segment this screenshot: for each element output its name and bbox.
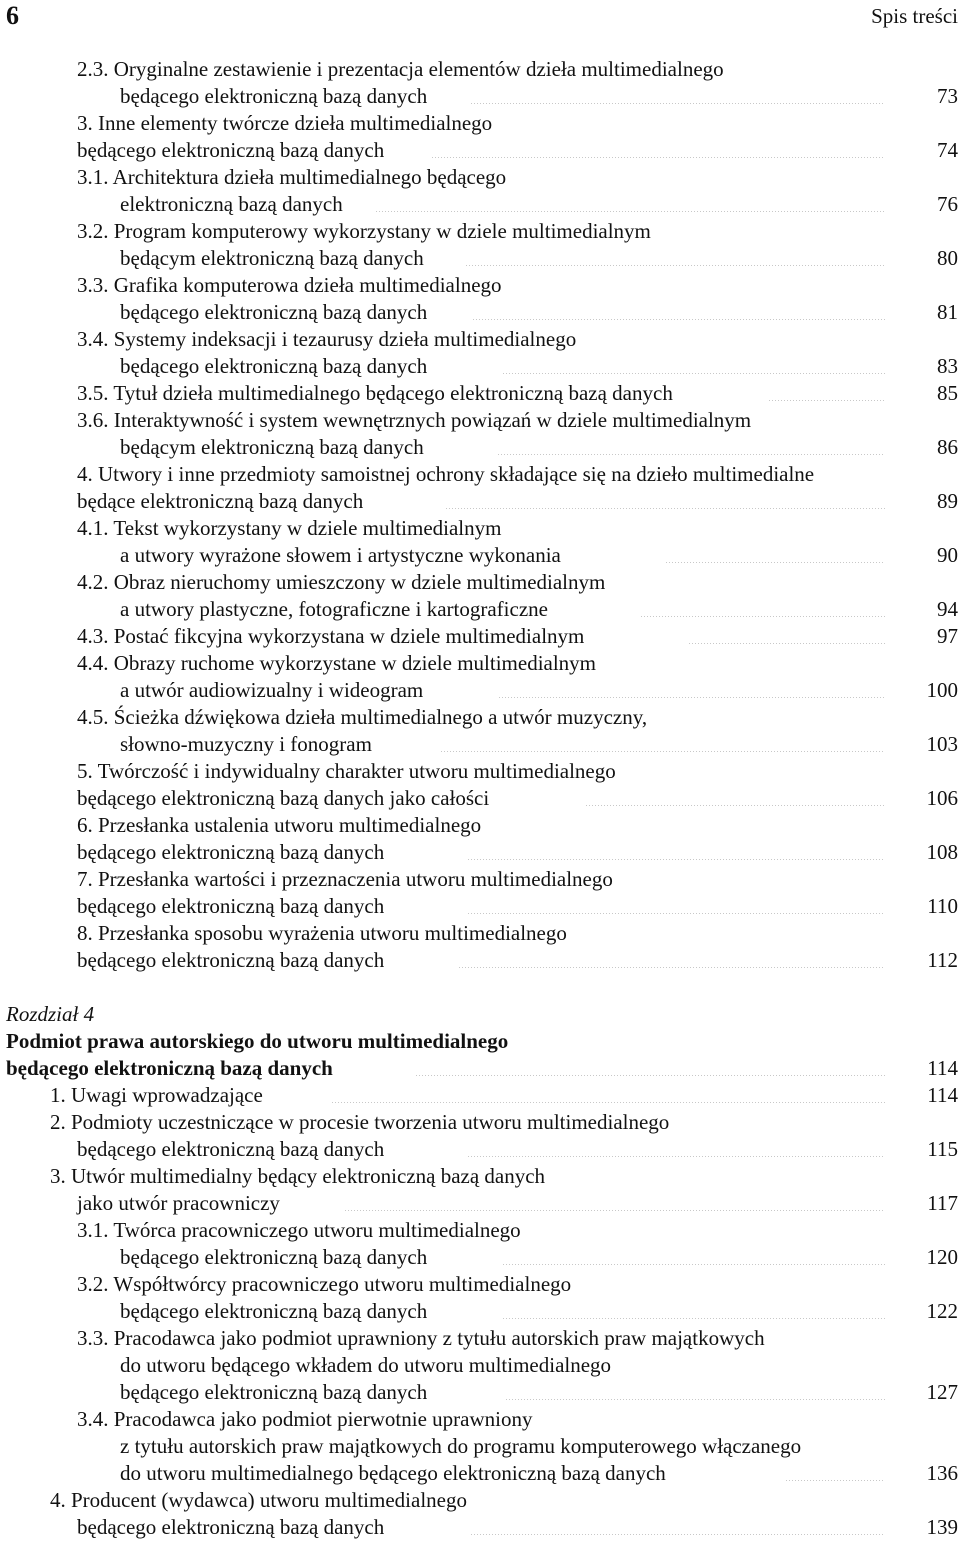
toc-entry-text: będące elektroniczną bazą danych [77, 489, 364, 513]
toc-entry-text: elektroniczną bazą danych [120, 192, 343, 216]
toc-entry-text: będącego elektroniczną bazą danych [120, 1245, 428, 1269]
toc-entry-text: 2. Podmioty uczestniczące w procesie tworzenia utworu multimedialnego [50, 1110, 670, 1134]
toc-entry-text: 6. Przesłanka ustalenia utworu multimedialnego [77, 813, 482, 837]
toc-entry-text: będącego elektroniczną bazą danych [120, 300, 428, 324]
toc-page-number: 94 [937, 597, 958, 621]
toc-entry-text: będącego elektroniczną bazą danych [120, 1299, 428, 1323]
toc-page-number: 117 [927, 1191, 958, 1215]
toc-line [0, 1055, 960, 1082]
toc-line [0, 515, 960, 542]
table-of-contents [0, 56, 960, 1541]
toc-page-number: 103 [926, 732, 958, 756]
toc-entry-text: będącego elektroniczną bazą danych [77, 948, 385, 972]
dot-leader [467, 839, 885, 860]
toc-line [0, 1217, 960, 1244]
dot-leader [785, 1460, 885, 1481]
toc-entry-text: będącego elektroniczną bazą danych jako całości [77, 786, 490, 810]
toc-line [0, 1406, 960, 1433]
toc-page-number: 114 [927, 1083, 958, 1107]
toc-entry-text: będącego elektroniczną bazą danych [120, 84, 428, 108]
toc-entry-text: z tytułu autorskich praw majątkowych do programu komputerowego włączanego [120, 1434, 802, 1458]
dot-leader [472, 299, 885, 320]
toc-line [0, 596, 960, 623]
dot-leader [344, 1190, 885, 1211]
toc-entry-text: 2.3. Oryginalne zestawienie i prezentacja elementów dzieła multimedialnego [77, 57, 724, 81]
toc-entry-text: 3. Utwór multimedialny będący elektroniczną bazą danych [50, 1164, 546, 1188]
dot-leader [467, 1136, 885, 1157]
toc-line [0, 110, 960, 137]
toc-page-number: 136 [926, 1461, 958, 1485]
toc-line [0, 1190, 960, 1217]
toc-line [0, 326, 960, 353]
toc-line [0, 1028, 960, 1055]
toc-line [0, 1460, 960, 1487]
toc-line [0, 677, 960, 704]
toc-page-number: 100 [926, 678, 958, 702]
dot-leader [470, 1514, 885, 1535]
toc-line [0, 245, 960, 272]
toc-line [0, 893, 960, 920]
toc-entry-text: będącym elektroniczną bazą danych [120, 435, 424, 459]
toc-entry-text: będącym elektroniczną bazą danych [120, 246, 424, 270]
dot-leader [585, 785, 885, 806]
toc-page-number: 110 [927, 894, 958, 918]
toc-entry-text: 3.4. Pracodawca jako podmiot pierwotnie uprawniony [77, 1407, 533, 1431]
toc-line [0, 839, 960, 866]
dot-leader [467, 893, 885, 914]
toc-entry-text: będącego elektroniczną bazą danych [77, 1515, 385, 1539]
toc-line [0, 704, 960, 731]
toc-page-number: 83 [937, 354, 958, 378]
toc-page-number: 112 [927, 948, 958, 972]
toc-line [0, 866, 960, 893]
toc-page-number: 122 [926, 1299, 958, 1323]
toc-entry-text: będącego elektroniczną bazą danych [120, 1380, 428, 1404]
dot-leader [465, 245, 885, 266]
toc-page-number: 97 [937, 624, 958, 648]
toc-entry-text: 5. Twórczość i indywidualny charakter utworu multimedialnego [77, 759, 616, 783]
toc-entry-text: do utworu multimedialnego będącego elektroniczną bazą danych [120, 1461, 666, 1485]
toc-line [0, 731, 960, 758]
toc-entry-text: 1. Uwagi wprowadzające [50, 1083, 263, 1107]
dot-leader [640, 596, 885, 617]
dot-leader [498, 677, 885, 698]
dot-leader [502, 1244, 885, 1265]
toc-entry-text: a utwory wyrażone słowem i artystyczne wykonania [120, 543, 561, 567]
toc-page-number: 80 [937, 246, 958, 270]
toc-entry-text: 3.4. Systemy indeksacji i tezaurusy dzieła multimedialnego [77, 327, 577, 351]
toc-entry-text: a utwór audiowizualny i wideogram [120, 678, 424, 702]
dot-leader [470, 83, 885, 104]
dot-leader [497, 434, 885, 455]
dot-leader [431, 137, 885, 158]
toc-line [0, 1433, 960, 1460]
toc-line [0, 407, 960, 434]
toc-entry-text: 3.5. Tytuł dzieła multimedialnego będącego elektroniczną bazą danych [77, 381, 673, 405]
toc-entry-text: 3.1. Twórca pracowniczego utworu multimedialnego [77, 1218, 521, 1242]
toc-line [0, 353, 960, 380]
dot-leader [440, 731, 885, 752]
toc-line [0, 272, 960, 299]
toc-entry-text: 4.1. Tekst wykorzystany w dziele multimedialnym [77, 516, 502, 540]
toc-line [0, 1325, 960, 1352]
toc-line [0, 947, 960, 974]
toc-entry-text: będącego elektroniczną bazą danych [77, 1137, 385, 1161]
toc-page-number: 81 [937, 300, 958, 324]
dot-leader [331, 1082, 885, 1103]
toc-entry-text: będącego elektroniczną bazą danych [6, 1056, 333, 1080]
toc-line [0, 488, 960, 515]
toc-entry-text: będącego elektroniczną bazą danych [77, 840, 385, 864]
dot-leader [502, 353, 885, 374]
toc-line [0, 1379, 960, 1406]
toc-page-number: 108 [926, 840, 958, 864]
toc-page-number: 115 [927, 1137, 958, 1161]
toc-line [0, 164, 960, 191]
dot-leader [502, 1298, 885, 1319]
toc-entry-text: 3.2. Program komputerowy wykorzystany w dziele multimedialnym [77, 219, 651, 243]
toc-line [0, 650, 960, 677]
toc-entry-text: 4. Producent (wydawca) utworu multimedialnego [50, 1488, 467, 1512]
toc-entry-text: słowno-muzyczny i fonogram [120, 732, 372, 756]
toc-entry-text: jako utwór pracowniczy [77, 1191, 280, 1215]
toc-line [0, 1271, 960, 1298]
toc-entry-text: Rozdział 4 [6, 1002, 95, 1026]
toc-line [0, 812, 960, 839]
toc-page-number: 139 [926, 1515, 958, 1539]
toc-line [0, 785, 960, 812]
toc-entry-text: 3.2. Współtwórcy pracowniczego utworu multimedialnego [77, 1272, 572, 1296]
toc-page-number: 106 [926, 786, 958, 810]
toc-entry-text: a utwory plastyczne, fotograficzne i kartograficzne [120, 597, 548, 621]
toc-entry-text: 4.3. Postać fikcyjna wykorzystana w dziele multimedialnym [77, 624, 585, 648]
toc-line [0, 380, 960, 407]
toc-line [0, 56, 960, 83]
toc-entry-text: będącego elektroniczną bazą danych [77, 138, 385, 162]
toc-line [0, 1244, 960, 1271]
toc-page-number: 73 [937, 84, 958, 108]
toc-entry-text: będącego elektroniczną bazą danych [77, 894, 385, 918]
dot-leader [375, 191, 885, 212]
toc-line [0, 920, 960, 947]
toc-line [0, 1352, 960, 1379]
toc-line [0, 299, 960, 326]
toc-line [0, 542, 960, 569]
toc-page-number: 120 [926, 1245, 958, 1269]
toc-line [0, 191, 960, 218]
toc-page-number: 86 [937, 435, 958, 459]
toc-line [0, 1136, 960, 1163]
toc-line [0, 1001, 960, 1028]
toc-entry-text: 4.2. Obraz nieruchomy umieszczony w dziele multimedialnym [77, 570, 606, 594]
toc-line [0, 1298, 960, 1325]
toc-line [0, 461, 960, 488]
toc-line [0, 1487, 960, 1514]
toc-page-number: 74 [937, 138, 958, 162]
toc-entry-text: 7. Przesłanka wartości i przeznaczenia utworu multimedialnego [77, 867, 613, 891]
dot-leader [458, 947, 885, 968]
toc-entry-text: 3.3. Pracodawca jako podmiot uprawniony z tytułu autorskich praw majątkowych [77, 1326, 765, 1350]
toc-entry-text: 4.5. Ścieżka dźwiękowa dzieła multimedialnego a utwór muzyczny, [77, 705, 648, 729]
toc-line [0, 137, 960, 164]
toc-entry-text: 3.6. Interaktywność i system wewnętrznych powiązań w dziele multimedialnym [77, 408, 752, 432]
toc-entry-text: do utworu będącego wkładem do utworu multimedialnego [120, 1353, 612, 1377]
toc-line [0, 83, 960, 110]
running-header: Spis treści [871, 4, 958, 28]
toc-entry-text: 3.1. Architektura dzieła multimedialnego będącego [77, 165, 507, 189]
toc-page-number: 114 [927, 1056, 958, 1080]
toc-page-number: 127 [926, 1380, 958, 1404]
toc-page-number: 85 [937, 381, 958, 405]
toc-page-number: 89 [937, 489, 958, 513]
dot-leader [768, 380, 885, 401]
toc-line [0, 569, 960, 596]
toc-line [0, 1109, 960, 1136]
dot-leader [445, 488, 885, 509]
dot-leader [415, 1055, 885, 1076]
page-number: 6 [6, 1, 19, 30]
dot-leader [665, 542, 885, 563]
toc-line [0, 218, 960, 245]
toc-line [0, 623, 960, 650]
toc-page-number: 76 [937, 192, 958, 216]
toc-entry-text: 3. Inne elementy twórcze dzieła multimedialnego [77, 111, 493, 135]
toc-line [0, 1082, 960, 1109]
toc-line [0, 1163, 960, 1190]
toc-entry-text: 4. Utwory i inne przedmioty samoistnej ochrony składające się na dzieło multimedialne [77, 462, 815, 486]
toc-entry-text: 8. Przesłanka sposobu wyrażenia utworu multimedialnego [77, 921, 567, 945]
toc-line [0, 434, 960, 461]
toc-entry-text: 3.3. Grafika komputerowa dzieła multimedialnego [77, 273, 502, 297]
toc-line [0, 974, 960, 1001]
toc-entry-text: Podmiot prawa autorskiego do utworu multimedialnego [6, 1029, 509, 1053]
toc-page-number: 90 [937, 543, 958, 567]
dot-leader [688, 623, 885, 644]
dot-leader [505, 1379, 885, 1400]
toc-line [0, 758, 960, 785]
toc-entry-text: będącego elektroniczną bazą danych [120, 354, 428, 378]
toc-entry-text: 4.4. Obrazy ruchome wykorzystane w dziele multimedialnym [77, 651, 597, 675]
